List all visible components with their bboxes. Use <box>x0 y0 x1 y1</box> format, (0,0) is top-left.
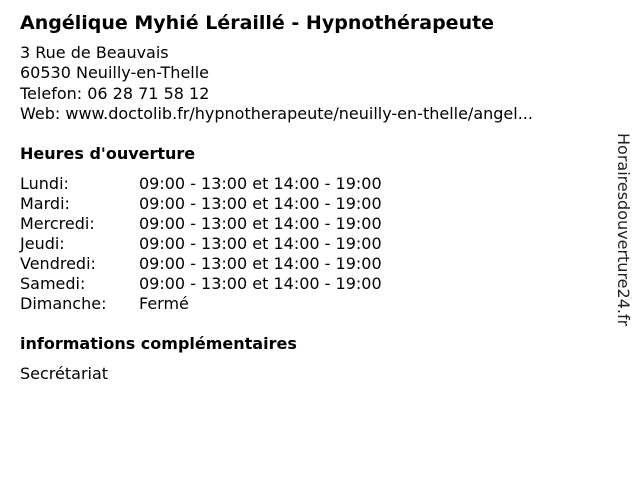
website-link[interactable]: Web: www.doctolib.fr/hypnotherapeute/neuilly-en-thelle/angel... <box>20 103 533 123</box>
page-title: Angélique Myhié Léraillé - Hypnothérapeute <box>20 12 495 34</box>
site-watermark <box>613 133 633 371</box>
address-block <box>20 43 533 124</box>
day-label: Dimanche: <box>20 294 107 313</box>
additional-info-heading: informations complémentaires <box>20 334 297 353</box>
watermark-text: Horairesdouverture24.fr <box>614 133 633 327</box>
time-range: 09:00 - 13:00 et 14:00 - 19:00 <box>139 214 382 233</box>
day-label: Vendredi: <box>20 254 96 273</box>
time-range: 09:00 - 13:00 et 14:00 - 19:00 <box>139 234 382 253</box>
time-range: 09:00 - 13:00 et 14:00 - 19:00 <box>139 194 382 213</box>
additional-info-text: Secrétariat <box>20 364 109 383</box>
street-address: 3 Rue de Beauvais <box>20 43 169 62</box>
day-label: Lundi: <box>20 174 69 193</box>
time-range: Fermé <box>139 294 189 313</box>
time-range: 09:00 - 13:00 et 14:00 - 19:00 <box>139 254 382 273</box>
day-label: Mercredi: <box>20 214 95 233</box>
time-range: 09:00 - 13:00 et 14:00 - 19:00 <box>139 274 382 293</box>
opening-hours-heading: Heures d'ouverture <box>20 144 196 163</box>
phone-number: Telefon: 06 28 71 58 12 <box>20 83 210 103</box>
city-postal: 60530 Neuilly-en-Thelle <box>20 63 210 83</box>
day-label: Jeudi: <box>20 234 65 253</box>
day-label: Mardi: <box>20 194 70 213</box>
day-label: Samedi: <box>20 274 86 293</box>
time-range: 09:00 - 13:00 et 14:00 - 19:00 <box>139 174 382 193</box>
